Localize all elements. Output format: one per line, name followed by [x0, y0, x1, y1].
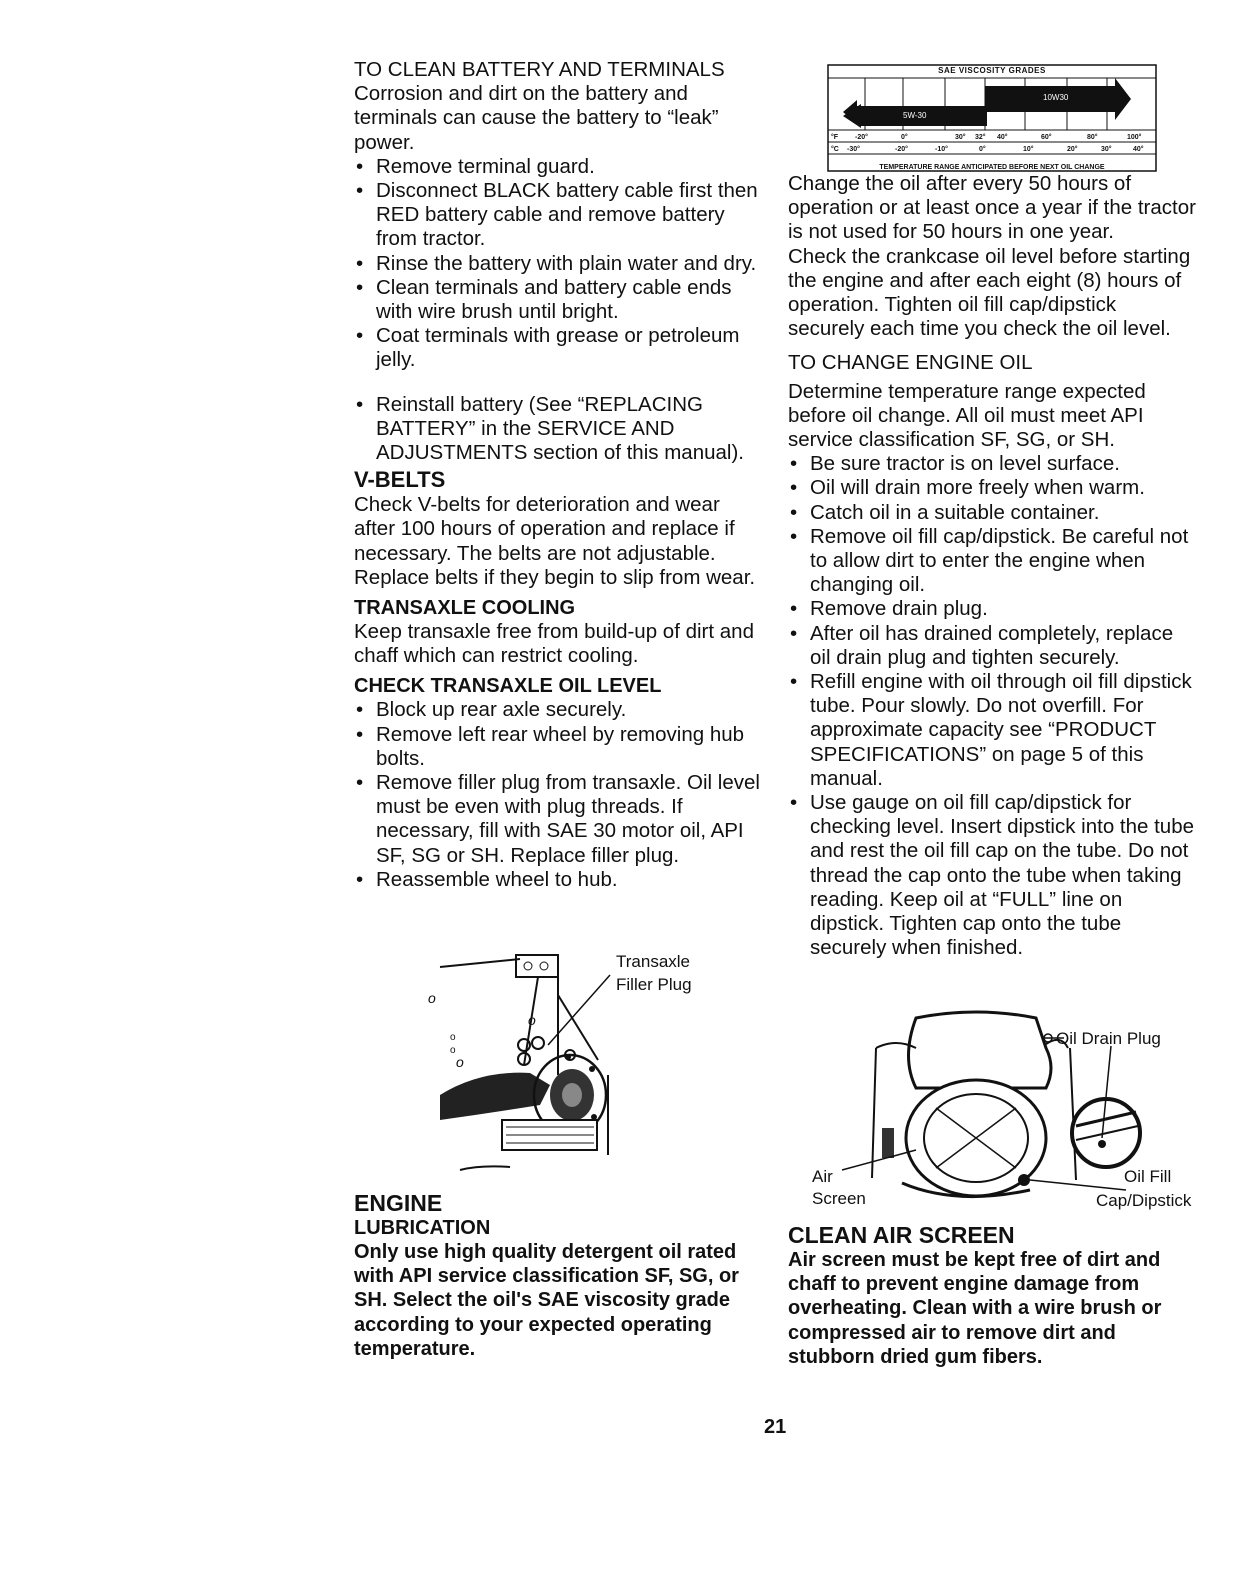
f-tick: -20° [855, 134, 868, 141]
svg-text:o: o [450, 1032, 456, 1043]
left-column [354, 58, 766, 892]
list-item: • Reinstall battery (See “REPLACING BATTERY” in the SERVICE AND ADJUSTMENTS section of this manual). [354, 393, 766, 466]
oil-level-steps [354, 698, 766, 892]
list-item: • Remove left rear wheel by removing hub bolts. [354, 723, 766, 771]
list-item: • Oil will drain more freely when warm. [788, 476, 1196, 500]
c-tick: 30° [1101, 146, 1112, 153]
viscosity-footer: TEMPERATURE RANGE ANTICIPATED BEFORE NEXT OIL CHANGE [879, 164, 1105, 171]
f-tick: 80° [1087, 134, 1098, 141]
list-item: • Remove terminal guard. [354, 155, 766, 179]
f-tick: 60° [1041, 134, 1052, 141]
f-tick: 100° [1127, 134, 1142, 141]
cap-dipstick-label: Cap/Dipstick [1096, 1191, 1192, 1210]
oil-change-text: Change the oil after every 50 hours of operation or at least once a year if the tractor is not used for 50 hours in one year. [788, 172, 1196, 244]
change-oil-intro: Determine temperature range expected before oil change. All oil must meet API service classification SF, SG, or SH. [788, 379, 1146, 452]
svg-text:o: o [428, 990, 436, 1006]
lubrication-text: Only use high quality detergent oil rated with API service classification SF, SG, or SH. Select the oil's SAE viscosity grade according to your expected operating temperature. [354, 1241, 739, 1360]
air-screen-text: Air screen must be kept free of dirt and chaff to prevent engine damage from overheating. Clean with a wire brush or compressed air to remove dirt and stubborn dried gum fibers. [788, 1249, 1162, 1368]
vbelts-text: Check V-belts for deterioration and wear after 100 hours of operation and replace if necessary. The belts are not adjustable. Replace belts if they begin to slip from wear. [354, 493, 756, 589]
viscosity-title: SAE VISCOSITY GRADES [938, 66, 1046, 75]
change-oil-steps [788, 452, 1196, 960]
svg-text:o: o [528, 1012, 536, 1028]
list-item: • Catch oil in a suitable container. [788, 501, 1196, 525]
c-unit: °C [831, 146, 839, 153]
air-label: Air [812, 1167, 833, 1186]
c-tick: -30° [847, 146, 860, 153]
transaxle-figure [420, 945, 720, 1180]
battery-intro: Corrosion and dirt on the battery and terminals can cause the battery to “leak” power. [354, 82, 719, 154]
list-item: • Remove filler plug from transaxle. Oil level must be even with plug threads. If necessary, fill with SAE 30 motor oil, API SF, SG or SH. Replace filler plug. [354, 771, 766, 868]
svg-text:o: o [450, 1045, 456, 1056]
viscosity-chart [827, 64, 1157, 172]
svg-text:o: o [456, 1054, 464, 1070]
list-item: • Clean terminals and battery cable ends with wire brush until bright. [354, 276, 766, 324]
list-item: • Rinse the battery with plain water and dry. [354, 252, 766, 276]
lubrication-heading: LUBRICATION [354, 1217, 491, 1239]
list-item: • Refill engine with oil through oil fill dipstick tube. Pour slowly. Do not overfill. For approximate capacity see “PRODUCT SPECIFICATIONS” on page 5 of this manual. [788, 670, 1196, 791]
cooling-heading: TRANSAXLE COOLING [354, 597, 576, 620]
c-tick: -10° [935, 146, 948, 153]
list-item: • Remove oil fill cap/dipstick. Be careful not to allow dirt to enter the engine when changing oil. [788, 525, 1196, 598]
air-screen-heading: CLEAN AIR SCREEN [788, 1222, 1015, 1248]
transaxle-label-2: Filler Plug [616, 975, 692, 994]
viscosity-chart-graphic [827, 64, 1157, 172]
air-screen-section [788, 1220, 1196, 1369]
list-item: • After oil has drained completely, replace oil drain plug and tighten securely. [788, 622, 1196, 670]
screen-label: Screen [812, 1189, 866, 1208]
c-tick: 10° [1023, 146, 1034, 153]
battery-steps [354, 155, 766, 465]
c-tick: 40° [1133, 146, 1144, 153]
oil-check-text: Check the crankcase oil level before starting the engine and after each eight (8) hours of operation. Tighten oil fill cap/dipstick securely each time you check the oil level. [788, 244, 1191, 341]
oil-fill-label: Oil Fill [1124, 1167, 1172, 1186]
oil-level-heading: CHECK TRANSAXLE OIL LEVEL [354, 675, 662, 698]
change-oil-heading: TO CHANGE ENGINE OIL [788, 351, 1033, 375]
grade-high: 10W30 [1043, 93, 1069, 102]
f-tick: 32° [975, 134, 986, 141]
engine-figure [806, 1008, 1196, 1213]
f-tick: 30° [955, 134, 966, 141]
list-item: • Reassemble wheel to hub. [354, 868, 766, 892]
c-tick: 0° [979, 146, 986, 153]
f-tick: 0° [901, 134, 908, 141]
list-item: • Use gauge on oil fill cap/dipstick for checking level. Insert dipstick into the tube and rest the oil fill cap on the tube. Do not thread the cap onto the tube when taking reading. Keep oil at “FULL” line on dipstick. Tighten cap onto the tube securely when finished. [788, 791, 1196, 960]
grade-low: 5W-30 [903, 111, 927, 120]
transaxle-label-1: Transaxle [616, 952, 691, 971]
list-item: • Remove drain plug. [788, 597, 1196, 621]
cooling-text: Keep transaxle free from build-up of dirt and chaff which can restrict cooling. [354, 620, 754, 668]
c-tick: 20° [1067, 146, 1078, 153]
f-tick: 40° [997, 134, 1008, 141]
battery-heading: TO CLEAN BATTERY AND TERMINALS [354, 58, 725, 81]
engine-section [354, 1188, 766, 1361]
right-column [788, 172, 1196, 961]
list-item: • Coat terminals with grease or petroleum jelly. [354, 324, 766, 372]
list-item: • Block up rear axle securely. [354, 698, 766, 722]
list-item: • Disconnect BLACK battery cable first then RED battery cable and remove battery from tractor. [354, 179, 766, 252]
oil-drain-label: Oil Drain Plug [1056, 1029, 1161, 1048]
list-item: • Be sure tractor is on level surface. [788, 452, 1196, 476]
page-number: 21 [764, 1416, 787, 1438]
c-tick: -20° [895, 146, 908, 153]
vbelts-heading: V-BELTS [354, 467, 446, 493]
engine-heading: ENGINE [354, 1190, 443, 1216]
f-unit: °F [831, 134, 839, 141]
